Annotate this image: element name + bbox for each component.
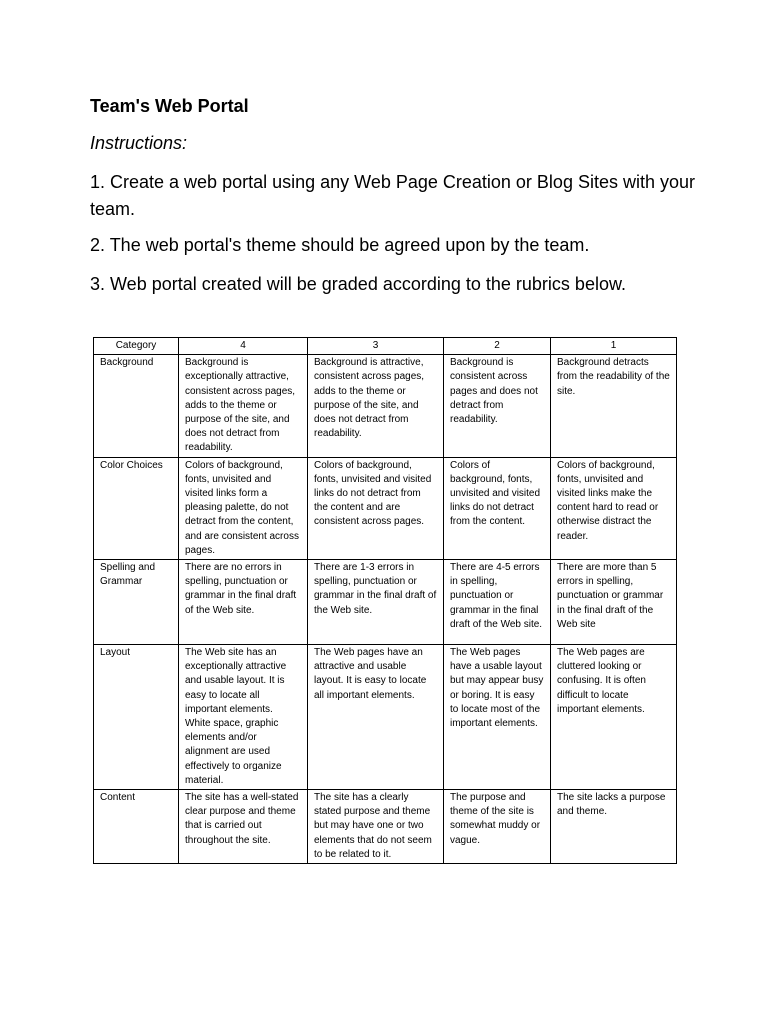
table-cell: Colors of background, fonts, unvisited and visited links do not detract from the content.: [444, 457, 551, 559]
row-category: Color Choices: [94, 457, 179, 559]
table-cell: The site has a clearly stated purpose and theme but may have one or two elements that do not seem to be related to it.: [308, 790, 444, 864]
instructions-heading: Instructions:: [90, 133, 188, 153]
header-score-4: 4: [179, 338, 308, 355]
table-cell: The Web pages have a usable layout but may appear busy or boring. It is easy to locate most of the important elements.: [444, 645, 551, 790]
table-cell: The Web pages are cluttered looking or confusing. It is often difficult to locate important elements.: [551, 645, 677, 790]
table-cell: The Web site has an exceptionally attractive and usable layout. It is easy to locate all important elements. White space, graphic elements and/or alignment are used effectively to organize material.: [179, 645, 308, 790]
table-row: [94, 355, 677, 457]
table-cell: Background is consistent across pages and does not detract from readability.: [444, 355, 551, 457]
table-cell: Colors of background, fonts, unvisited and visited links make the content hard to read or otherwise distract the reader.: [551, 457, 677, 559]
table-row: [94, 560, 677, 645]
instruction-item: 3. Web portal created will be graded according to the rubrics below.: [90, 274, 626, 294]
row-category: Background: [94, 355, 179, 457]
table-cell: Background detracts from the readability of the site.: [551, 355, 677, 457]
table-cell: The purpose and theme of the site is somewhat muddy or vague.: [444, 790, 551, 864]
instruction-item: 1. Create a web portal using any Web Page Creation or Blog Sites with your team.: [90, 172, 695, 219]
table-row: [94, 457, 677, 559]
header-score-2: 2: [444, 338, 551, 355]
table-cell: There are more than 5 errors in spelling, punctuation or grammar in the final draft of the Web site: [551, 560, 677, 645]
table-cell: There are 1-3 errors in spelling, punctuation or grammar in the final draft of the Web site.: [308, 560, 444, 645]
table-cell: Colors of background, fonts, unvisited and visited links do not detract from the content and are consistent across pages.: [308, 457, 444, 559]
table-cell: The site has a well-stated clear purpose and theme that is carried out throughout the site.: [179, 790, 308, 864]
rubric-table: [93, 337, 677, 864]
header-category: Category: [94, 338, 179, 355]
instruction-item: 2. The web portal's theme should be agreed upon by the team.: [90, 235, 590, 255]
table-cell: Background is attractive, consistent across pages, adds to the theme or purpose of the site, and does not detract from readability.: [308, 355, 444, 457]
table-cell: There are 4-5 errors in spelling, punctuation or grammar in the final draft of the Web site.: [444, 560, 551, 645]
row-category: Content: [94, 790, 179, 864]
header-score-3: 3: [308, 338, 444, 355]
rubric-header-row: [94, 338, 677, 355]
table-cell: There are no errors in spelling, punctuation or grammar in the final draft of the Web site.: [179, 560, 308, 645]
table-cell: Colors of background, fonts, unvisited and visited links form a pleasing palette, do not detract from the content, and are consistent across pages.: [179, 457, 308, 559]
table-row: [94, 790, 677, 864]
header-score-1: 1: [551, 338, 677, 355]
row-category: Layout: [94, 645, 179, 790]
document-title: Team's Web Portal: [90, 96, 249, 116]
table-cell: The Web pages have an attractive and usable layout. It is easy to locate all important elements.: [308, 645, 444, 790]
row-category: Spelling and Grammar: [94, 560, 179, 645]
table-cell: The site lacks a purpose and theme.: [551, 790, 677, 864]
table-cell: Background is exceptionally attractive, consistent across pages, adds to the theme or purpose of the site, and does not detract from readability.: [179, 355, 308, 457]
table-row: [94, 645, 677, 790]
